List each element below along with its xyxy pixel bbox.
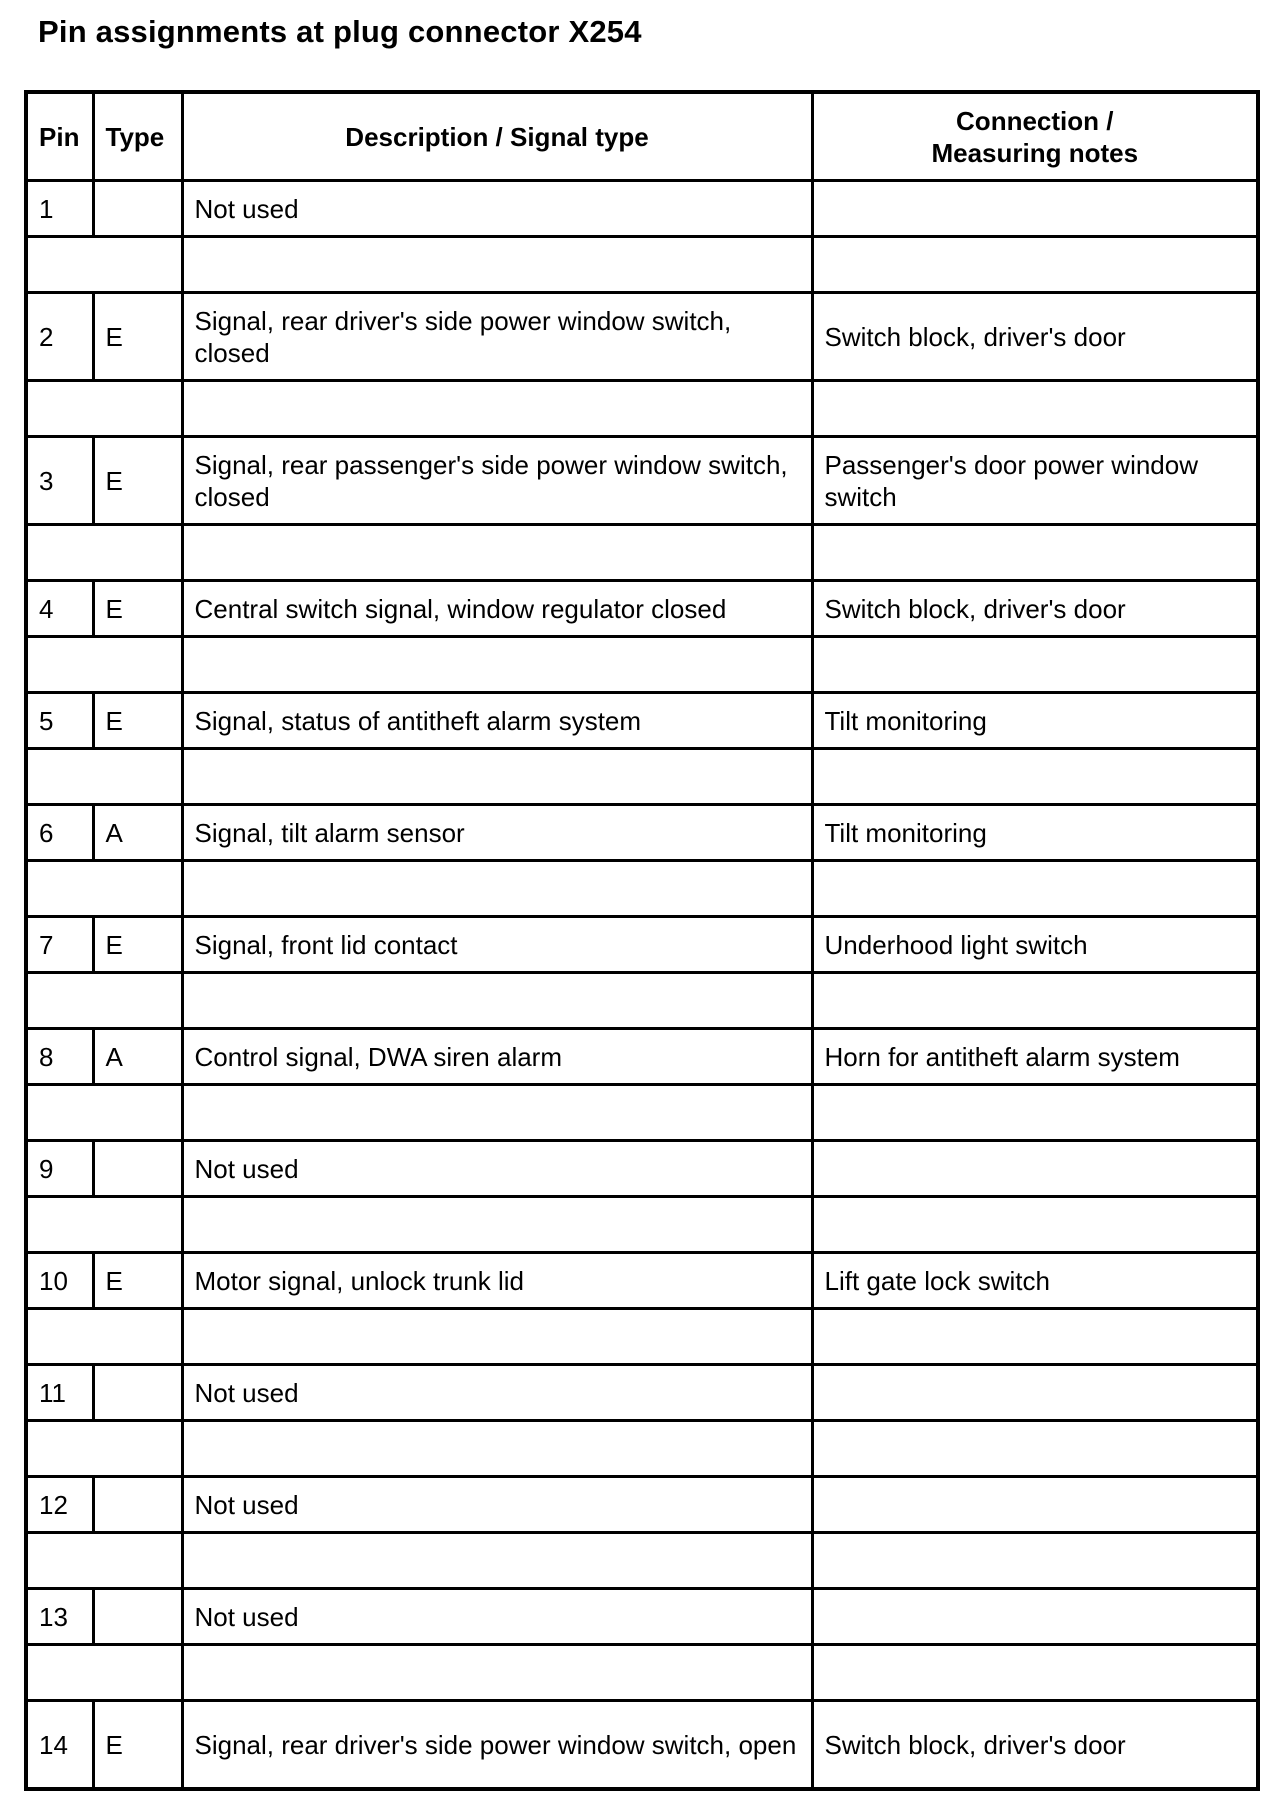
table-row (26, 293, 1258, 381)
spacer-row (26, 1421, 1258, 1477)
pin-cell: 12 (26, 1477, 93, 1533)
pin-cell: 4 (26, 581, 93, 637)
spacer-row (26, 1197, 1258, 1253)
spacer-row (26, 637, 1258, 693)
description-cell: Not used (182, 181, 812, 237)
pin-cell: 13 (26, 1589, 93, 1645)
connection-cell: Tilt monitoring (812, 805, 1258, 861)
description-cell: Motor signal, unlock trunk lid (182, 1253, 812, 1309)
header-connection-line1: Connection / (956, 105, 1114, 136)
type-cell (93, 181, 182, 237)
connection-cell (812, 1589, 1258, 1645)
connection-cell: Lift gate lock switch (812, 1253, 1258, 1309)
pin-cell: 1 (26, 181, 93, 237)
type-cell (93, 1589, 182, 1645)
description-cell: Not used (182, 1141, 812, 1197)
type-cell: E (93, 693, 182, 749)
header-description: Description / Signal type (182, 92, 812, 181)
pin-cell: 8 (26, 1029, 93, 1085)
connection-cell: Switch block, driver's door (812, 1701, 1258, 1790)
type-cell: E (93, 1701, 182, 1790)
connection-cell: Underhood light switch (812, 917, 1258, 973)
spacer-row (26, 973, 1258, 1029)
table-header-row (26, 92, 1258, 181)
table-row (26, 1365, 1258, 1421)
header-connection (812, 92, 1258, 181)
page-title: Pin assignments at plug connector X254 (38, 14, 642, 49)
description-cell: Signal, rear driver's side power window switch, open (182, 1701, 812, 1790)
table-row (26, 581, 1258, 637)
type-cell: E (93, 1253, 182, 1309)
connection-cell: Horn for antitheft alarm system (812, 1029, 1258, 1085)
description-cell: Not used (182, 1477, 812, 1533)
connection-cell (812, 1365, 1258, 1421)
description-cell: Signal, rear passenger's side power window switch, closed (182, 437, 812, 525)
description-cell: Signal, tilt alarm sensor (182, 805, 812, 861)
description-cell: Signal, front lid contact (182, 917, 812, 973)
spacer-row (26, 749, 1258, 805)
type-cell (93, 1141, 182, 1197)
connection-cell (812, 1477, 1258, 1533)
spacer-row (26, 381, 1258, 437)
spacer-row (26, 861, 1258, 917)
header-type: Type (93, 92, 182, 181)
type-cell: E (93, 293, 182, 381)
header-connection-line2: Measuring notes (931, 137, 1139, 168)
table-row (26, 181, 1258, 237)
table-row (26, 1253, 1258, 1309)
connection-cell: Switch block, driver's door (812, 581, 1258, 637)
type-cell (93, 1365, 182, 1421)
connection-cell: Passenger's door power window switch (812, 437, 1258, 525)
header-pin: Pin (26, 92, 93, 181)
description-cell: Control signal, DWA siren alarm (182, 1029, 812, 1085)
spacer-row (26, 1533, 1258, 1589)
pin-assignment-table (24, 90, 1260, 1791)
pin-cell: 11 (26, 1365, 93, 1421)
spacer-row (26, 525, 1258, 581)
connection-cell: Switch block, driver's door (812, 293, 1258, 381)
description-cell: Central switch signal, window regulator closed (182, 581, 812, 637)
pin-cell: 7 (26, 917, 93, 973)
table-row (26, 693, 1258, 749)
pin-cell: 14 (26, 1701, 93, 1790)
pin-cell: 6 (26, 805, 93, 861)
spacer-row (26, 1085, 1258, 1141)
connection-cell (812, 1141, 1258, 1197)
table-row (26, 917, 1258, 973)
connection-cell: Tilt monitoring (812, 693, 1258, 749)
type-cell: A (93, 805, 182, 861)
type-cell: E (93, 437, 182, 525)
description-cell: Not used (182, 1589, 812, 1645)
description-cell: Not used (182, 1365, 812, 1421)
table-row (26, 437, 1258, 525)
spacer-row (26, 1645, 1258, 1701)
table-row (26, 1589, 1258, 1645)
type-cell: A (93, 1029, 182, 1085)
spacer-row (26, 237, 1258, 293)
table-row (26, 1029, 1258, 1085)
type-cell (93, 1477, 182, 1533)
table-row (26, 805, 1258, 861)
description-cell: Signal, status of antitheft alarm system (182, 693, 812, 749)
type-cell: E (93, 917, 182, 973)
pin-cell: 2 (26, 293, 93, 381)
table-row (26, 1701, 1258, 1790)
pin-cell: 9 (26, 1141, 93, 1197)
pin-cell: 3 (26, 437, 93, 525)
type-cell: E (93, 581, 182, 637)
table-row (26, 1477, 1258, 1533)
pin-cell: 10 (26, 1253, 93, 1309)
table-row (26, 1141, 1258, 1197)
connection-cell (812, 181, 1258, 237)
spacer-row (26, 1309, 1258, 1365)
description-cell: Signal, rear driver's side power window switch, closed (182, 293, 812, 381)
pin-cell: 5 (26, 693, 93, 749)
